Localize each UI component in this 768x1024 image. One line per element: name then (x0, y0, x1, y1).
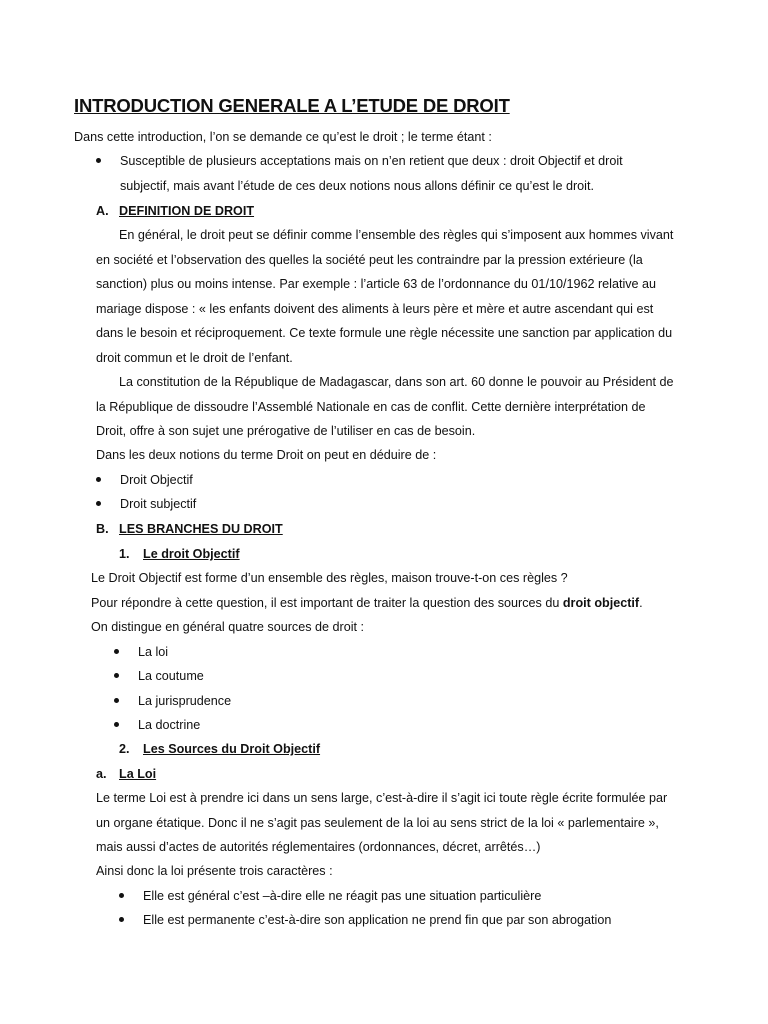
intro-line: Dans cette introduction, l’on se demande ce qu’est le droit ; le terme étant : (74, 130, 492, 144)
loi-para-line: Le terme Loi est à prendre ici dans un sens large, c’est-à-dire il s’agit ici toute règle écrite formulée par (96, 791, 668, 805)
subsection-1-heading: Le droit Objectif (143, 547, 240, 561)
bullet-dot (119, 893, 124, 898)
list-item-droit-subjectif: Droit subjectif (120, 497, 197, 511)
loi-character-item: Elle est permanente c’est-à-dire son application ne prend fin que par son abrogation (143, 913, 612, 927)
bullet-dot (114, 698, 119, 703)
subsection-2-heading: Les Sources du Droit Objectif (143, 742, 321, 756)
bullet-dot (114, 649, 119, 654)
definition-para2-line: Droit, offre à son sujet une prérogative de l’utiliser en cas de besoin. (96, 424, 476, 438)
definition-para1-line: dans le besoin et réciproquement. Ce texte formule une règle nécessite une sanction par application du (96, 326, 673, 340)
bullet-dot (119, 917, 124, 922)
definition-para1-line: droit commun et le droit de l’enfant. (96, 351, 293, 365)
section-a-marker: A. (96, 204, 109, 218)
subsection-a-marker: a. (96, 767, 107, 781)
source-item: La jurisprudence (138, 694, 232, 708)
bullet-dot (96, 501, 101, 506)
loi-para-line: un organe étatique. Donc il ne s’agit pas seulement de la loi au sens strict de la loi « parlementaire », (96, 816, 659, 830)
objectif-line-3: On distingue en général quatre sources de droit : (91, 620, 365, 634)
section-a-heading: DEFINITION DE DROIT (119, 204, 255, 218)
bullet-dot (96, 158, 101, 163)
subsection-2-marker: 2. (119, 742, 130, 756)
loi-character-item: Elle est général c’est –à-dire elle ne réagit pas une situation particulière (143, 889, 542, 903)
intro-bullet-line-2: subjectif, mais avant l’étude de ces deux notions nous allons définir ce qu’est le droit. (120, 179, 594, 193)
objectif-line-2-end: . (639, 596, 643, 610)
droit-objectif-emphasis: droit objectif (562, 596, 640, 610)
intro-bullet-line-1: Susceptible de plusieurs acceptations mais on n’en retient que deux : droit Objectif et droit (120, 154, 623, 168)
definition-para2-line: la République de dissoudre l’Assemblé Nationale en cas de conflit. Cette dernière interprétation de (96, 400, 646, 414)
subsection-a-heading: La Loi (119, 767, 157, 781)
definition-para2-line: La constitution de la République de Madagascar, dans son art. 60 donne le pouvoir au Président de (119, 375, 674, 389)
subsection-1-marker: 1. (119, 547, 130, 561)
source-item: La doctrine (138, 718, 201, 732)
loi-para-line: mais aussi d’actes de autorités réglementaires (ordonnances, décret, arrêtés…) (96, 840, 541, 854)
document-title: INTRODUCTION GENERALE A L’ETUDE DE DROIT (74, 95, 510, 116)
bullet-dot (114, 673, 119, 678)
definition-para3: Dans les deux notions du terme Droit on peut en déduire de : (96, 448, 437, 462)
loi-para-line: Ainsi donc la loi présente trois caractères : (96, 864, 333, 878)
objectif-line-2-text: Pour répondre à cette question, il est important de traiter la question des sources du (91, 596, 563, 610)
definition-para1-line: En général, le droit peut se définir comme l’ensemble des règles qui s’imposent aux hommes vivant (119, 228, 674, 242)
list-item-droit-objectif: Droit Objectif (120, 473, 193, 487)
objectif-line-1: Le Droit Objectif est forme d’un ensemble des règles, maison trouve-t-on ces règles ? (91, 571, 568, 585)
objectif-line-2 (91, 595, 643, 611)
bullet-dot (96, 477, 101, 482)
source-item: La coutume (138, 669, 204, 683)
definition-para1-line: sanction) plus ou moins intense. Par exemple : l’article 63 de l’ordonnance du 01/10/1962 relative au (96, 277, 657, 291)
source-item: La loi (138, 645, 169, 659)
section-b-marker: B. (96, 522, 109, 536)
definition-para1-line: mariage dispose : « les enfants doivent des aliments à leurs père et mère et autre ascendant qui est (96, 302, 654, 316)
bullet-dot (114, 722, 119, 727)
section-b-heading: LES BRANCHES DU DROIT (119, 522, 283, 536)
definition-para1-line: en société et l’observation des quelles la société peut les contraindre par la pression extérieure (la (96, 253, 643, 267)
